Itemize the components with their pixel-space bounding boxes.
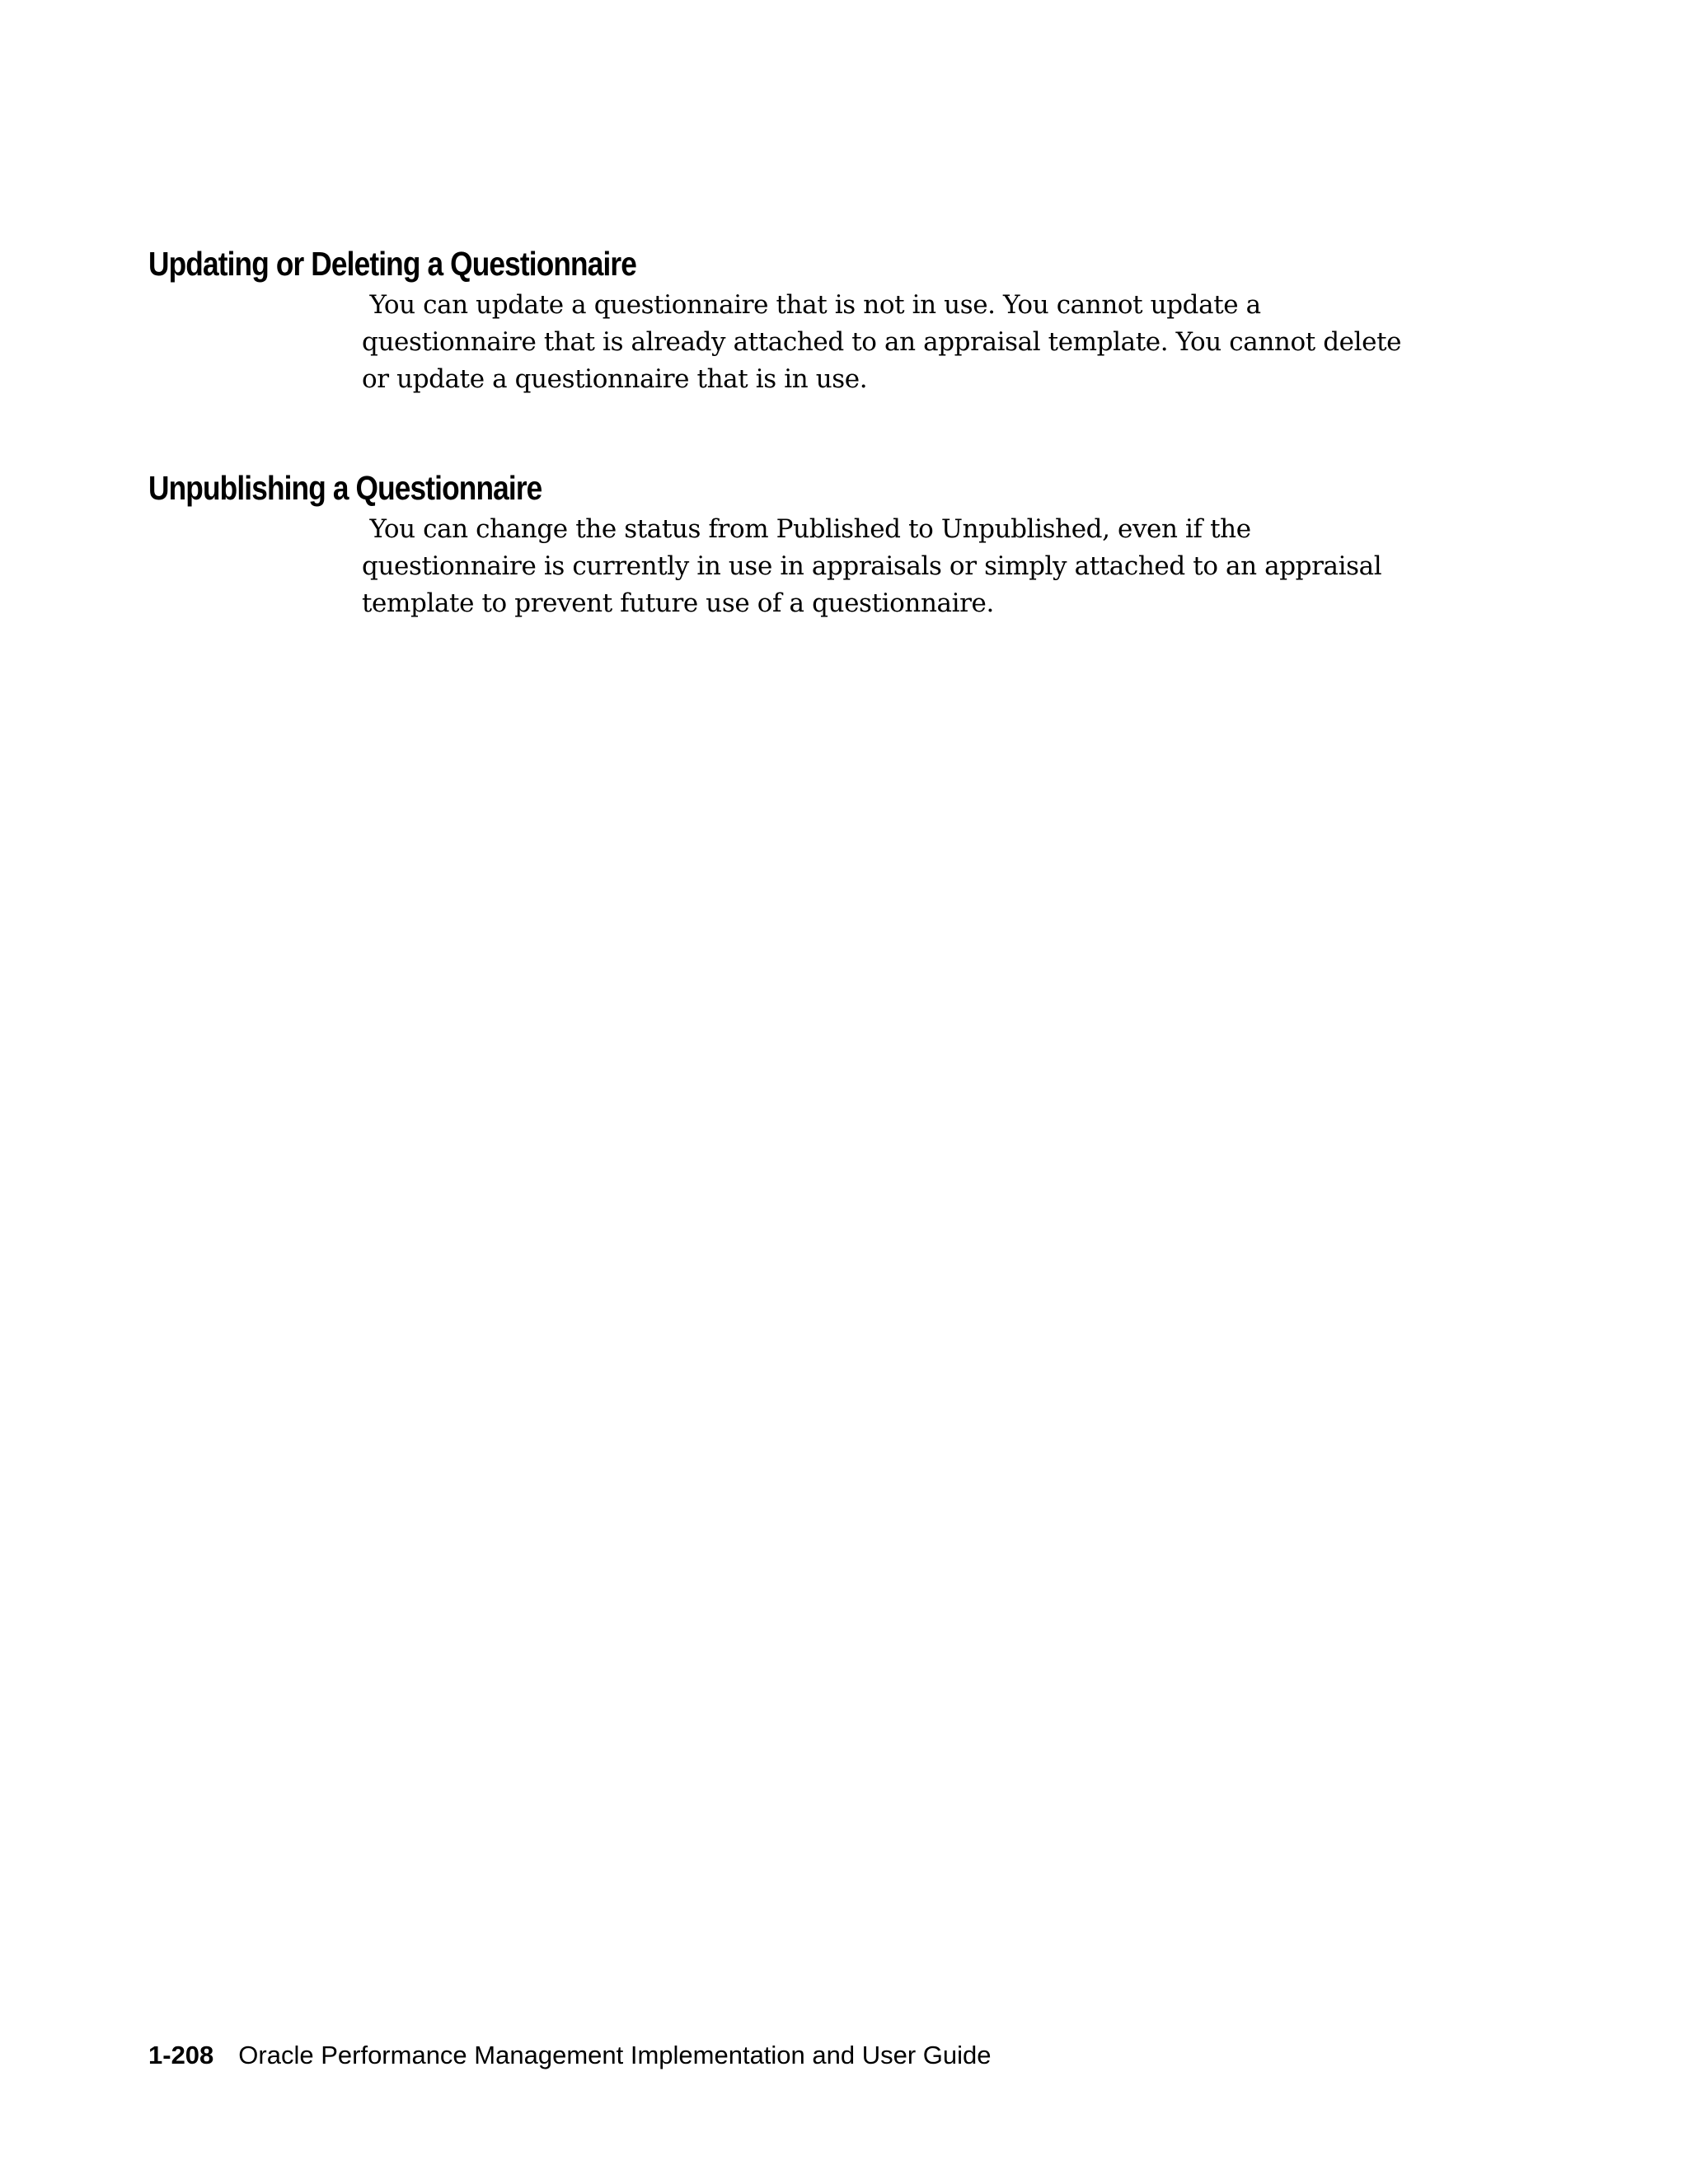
section-heading: Updating or Deleting a Questionnaire: [148, 245, 637, 283]
section-body-text: You can update a questionnaire that is not in use. You cannot update a questionnaire that is already attached to an appraisal template. You cannot delete or update a questionnaire that is in use.: [362, 290, 1402, 394]
section-body-text: You can change the status from Published to Unpublished, even if the questionnaire is currently in use in appraisals or simply attached to an appraisal template to prevent future use of a questionnaire.: [362, 514, 1382, 618]
page-number: 1-208: [148, 2041, 214, 2069]
page-footer: [148, 2039, 992, 2072]
section-unpublishing: [148, 465, 1434, 622]
book-title: Oracle Performance Management Implementation and User Guide: [238, 2041, 992, 2069]
section-heading: Unpublishing a Questionnaire: [148, 469, 542, 507]
section-updating-deleting: [148, 241, 1434, 398]
